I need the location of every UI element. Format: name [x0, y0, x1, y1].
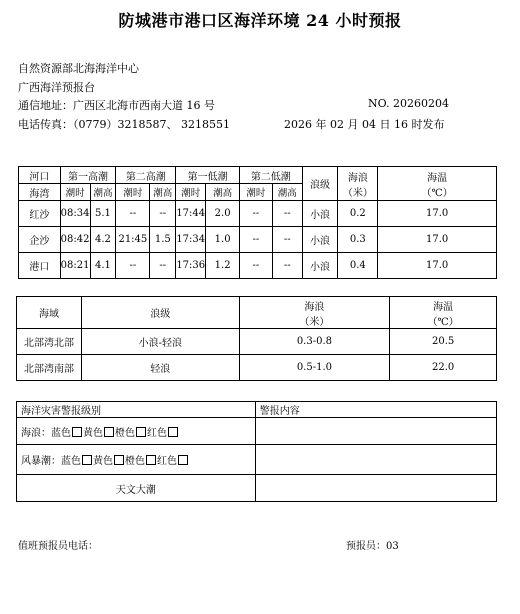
forecaster: 预报员：03 — [346, 541, 399, 552]
surge-warning-row: 风暴潮：蓝色 黄色 橙色 红色 — [17, 445, 256, 475]
wave-cell: 0.3-0.8 — [239, 329, 390, 355]
tide-height-cell: 1.2 — [206, 253, 240, 279]
sub-time: 潮时 — [176, 184, 206, 201]
checkbox-icon — [72, 427, 82, 437]
tide-height-cell: -- — [272, 201, 302, 227]
wave-cell: 0.4 — [338, 253, 378, 279]
tide-time-cell: 08:21 — [60, 253, 90, 279]
table-row — [17, 329, 497, 355]
area-cell: 北部湾南部 — [17, 355, 82, 381]
tide-time-cell: 17:44 — [176, 201, 206, 227]
header-temp: 海温 （℃） — [390, 297, 497, 329]
checkbox-icon — [136, 427, 146, 437]
tide-table — [18, 166, 497, 279]
table-row — [17, 355, 497, 381]
station-name: 广西海洋预报台 — [18, 81, 95, 94]
temp-cell: 17.0 — [378, 253, 497, 279]
tide-height-cell: 5.1 — [90, 201, 116, 227]
sub-time: 潮时 — [116, 184, 150, 201]
tide-content — [255, 475, 496, 502]
wave-warning-content — [255, 418, 496, 445]
wave-warning-row: 海浪：蓝色 黄色 橙色 红色 — [17, 418, 256, 445]
table-row — [19, 227, 497, 253]
header-high1: 第一高潮 — [60, 167, 116, 184]
checkbox-icon — [168, 427, 178, 437]
tide-time-cell: -- — [116, 253, 150, 279]
header-high2: 第二高潮 — [116, 167, 176, 184]
temp-cell: 17.0 — [378, 227, 497, 253]
header-place: 河口 — [19, 167, 61, 184]
sub-height: 潮高 — [90, 184, 116, 201]
temp-cell: 20.5 — [390, 329, 497, 355]
sub-time: 潮时 — [240, 184, 273, 201]
place-cell: 港口 — [19, 253, 61, 279]
tide-time-cell: -- — [240, 253, 273, 279]
checkbox-icon — [104, 427, 114, 437]
wave-cell: 0.2 — [338, 201, 378, 227]
tide-time-cell: 17:36 — [176, 253, 206, 279]
checkbox-icon — [178, 455, 188, 465]
tide-time-cell: 17:34 — [176, 227, 206, 253]
header-low2: 第二低潮 — [240, 167, 303, 184]
table-row — [19, 201, 497, 227]
sub-height: 潮高 — [272, 184, 302, 201]
tide-height-cell: -- — [272, 253, 302, 279]
wave-level-cell: 小浪 — [302, 201, 338, 227]
page-title: 防城港市港口区海洋环境 24 小时预报 — [118, 11, 402, 30]
tide-height-cell: -- — [150, 201, 176, 227]
tide-label: 天文大潮 — [17, 475, 256, 502]
header-wave-level: 浪级 — [302, 167, 338, 201]
header-area: 海域 — [17, 297, 82, 329]
header-warning-level: 海洋灾害警报级别 — [17, 402, 256, 418]
header-wave: 海浪 （米） — [239, 297, 390, 329]
tide-time-cell: -- — [240, 227, 273, 253]
header-level: 浪级 — [81, 297, 239, 329]
header-low1: 第一低潮 — [176, 167, 240, 184]
phone-fax: 电话传真：（0779）3218587、 3218551 — [18, 118, 230, 131]
tide-height-cell: 4.2 — [90, 227, 116, 253]
place-cell: 企沙 — [19, 227, 61, 253]
tide-time-cell: -- — [116, 201, 150, 227]
sea-area-table — [16, 296, 497, 381]
tide-time-cell: -- — [240, 201, 273, 227]
level-cell: 小浪-轻浪 — [81, 329, 239, 355]
temp-cell: 22.0 — [390, 355, 497, 381]
checkbox-icon — [82, 455, 92, 465]
issue-time: 2026 年 02 月 04 日 16 时发布 — [284, 118, 445, 131]
wave-level-cell: 小浪 — [302, 253, 338, 279]
tide-height-cell: 1.0 — [206, 227, 240, 253]
sub-height: 潮高 — [206, 184, 240, 201]
surge-warning-content — [255, 445, 496, 475]
sub-height: 潮高 — [150, 184, 176, 201]
warning-table — [16, 401, 497, 502]
area-cell: 北部湾北部 — [17, 329, 82, 355]
header-warning-content: 警报内容 — [255, 402, 496, 418]
tide-time-cell: 21:45 — [116, 227, 150, 253]
tide-height-cell: 4.1 — [90, 253, 116, 279]
tide-height-cell: -- — [150, 253, 176, 279]
tide-time-cell: 08:42 — [60, 227, 90, 253]
duty-phone: 值班预报员电话： — [18, 541, 98, 552]
level-cell: 轻浪 — [81, 355, 239, 381]
org-name: 自然资源部北海海洋中心 — [18, 62, 139, 75]
header-bay: 海湾 — [19, 184, 61, 201]
temp-cell: 17.0 — [378, 201, 497, 227]
checkbox-icon — [114, 455, 124, 465]
header-temp: 海温 （℃） — [378, 167, 497, 201]
address: 通信地址：广西区北海市西南大道 16 号 — [18, 99, 215, 112]
wave-cell: 0.5-1.0 — [239, 355, 390, 381]
table-row — [19, 253, 497, 279]
tide-time-cell: 08:34 — [60, 201, 90, 227]
tide-height-cell: 2.0 — [206, 201, 240, 227]
wave-cell: 0.3 — [338, 227, 378, 253]
checkbox-icon — [146, 455, 156, 465]
sub-time: 潮时 — [60, 184, 90, 201]
header-wave: 海浪 （米） — [338, 167, 378, 201]
report-number: NO. 20260204 — [368, 97, 449, 110]
tide-height-cell: 1.5 — [150, 227, 176, 253]
tide-height-cell: -- — [272, 227, 302, 253]
place-cell: 红沙 — [19, 201, 61, 227]
wave-level-cell: 小浪 — [302, 227, 338, 253]
